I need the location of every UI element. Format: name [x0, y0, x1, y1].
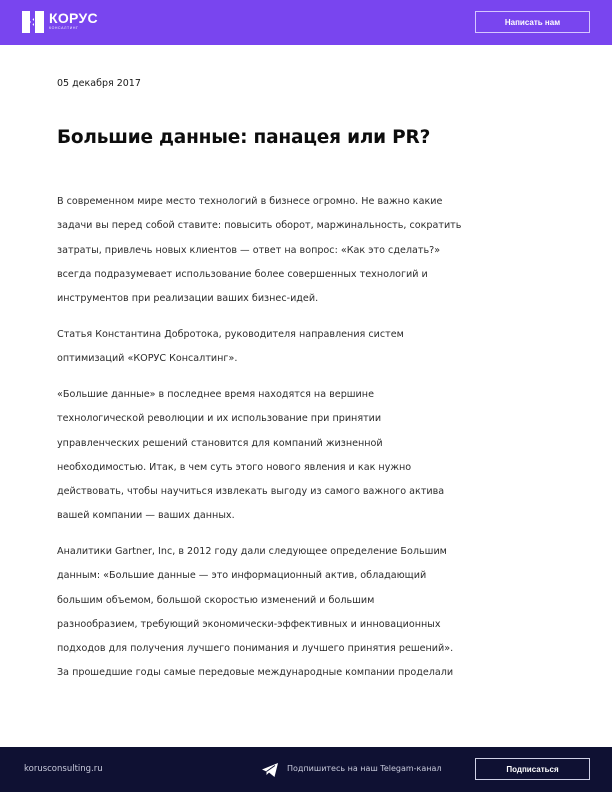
- text-line: подходов для получения лучшего понимания и лучшего принятия решений».: [57, 643, 454, 655]
- text-line: действовать, чтобы научиться извлекать выгоду из самого важного актива: [57, 486, 445, 498]
- text-line: разнообразием, требующий экономически-эффективных и инновационных: [57, 618, 441, 630]
- article-paragraph-2: [57, 323, 557, 372]
- text-line: Статья Константина Добротока, руководителя направления систем: [57, 329, 404, 340]
- site-header: [0, 0, 612, 45]
- text-line: управленческих решений становится для компаний жизненной: [57, 437, 383, 449]
- korus-logo[interactable]: [22, 11, 98, 35]
- article-paragraph-4: [57, 540, 557, 686]
- text-line: необходимостью. Итак, в чем суть этого нового явления и как нужно: [57, 461, 412, 473]
- text-line: инструментов при реализации ваших бизнес-идей.: [57, 293, 319, 305]
- text-line: За прошедшие годы самые передовые международные компании проделали: [57, 667, 454, 679]
- logo-subtext: КОНСАЛТИНГ: [49, 26, 79, 30]
- text-line: данным: «Большие данные — это информационный актив, обладающий: [57, 570, 427, 582]
- text-line: «Большие данные» в последнее время находятся на вершине: [57, 389, 374, 400]
- article-paragraph-3: [57, 383, 557, 529]
- article-title: Большие данные: панацея или PR?: [57, 127, 431, 148]
- article-paragraph-1: [57, 190, 557, 311]
- text-line: затраты, привлечь новых клиентов — ответ на вопрос: «Как это сделать?»: [57, 244, 441, 256]
- website-link[interactable]: korusconsulting.ru: [24, 764, 103, 774]
- text-line: технологической революции и их использование при принятии: [57, 413, 382, 425]
- text-line: оптимизаций «КОРУС Консалтинг».: [57, 353, 238, 365]
- site-footer: [0, 747, 612, 792]
- text-line: вашей компании — ваших данных.: [57, 510, 235, 522]
- text-line: всегда подразумевает использование более совершенных технологий и: [57, 268, 428, 280]
- telegram-subscribe-text[interactable]: Подпишитесь на наш Telegam-канал: [287, 764, 442, 773]
- text-line: В современном мире место технологий в бизнесе огромно. Не важно какие: [57, 196, 443, 207]
- telegram-icon[interactable]: [262, 763, 278, 777]
- logo-text: КОРУС: [49, 10, 98, 26]
- text-line: большим объемом, большой скоростью изменений и большим: [57, 594, 375, 606]
- korus-logo-mark-icon: [22, 11, 44, 33]
- article-date: 05 декабря 2017: [57, 78, 141, 89]
- text-line: Аналитики Gartner, Inc, в 2012 году дали следующее определение Большим: [57, 546, 447, 557]
- subscribe-button[interactable]: Подписаться: [475, 758, 590, 780]
- contact-us-button[interactable]: Написать нам: [475, 11, 590, 33]
- text-line: задачи вы перед собой ставите: повысить оборот, маржинальность, сократить: [57, 220, 462, 232]
